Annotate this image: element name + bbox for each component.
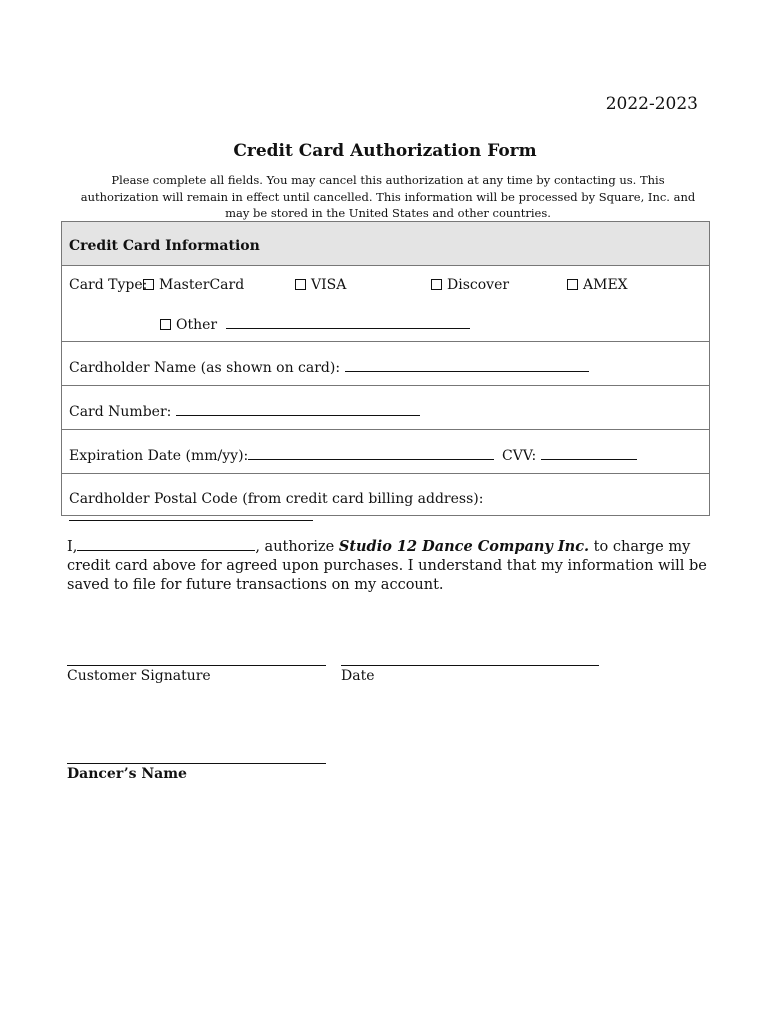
card-type-row [62,266,709,342]
option-label: Other [176,317,218,333]
auth-middle: , authorize [255,539,339,555]
postal-code-field[interactable] [69,507,313,521]
date-line[interactable] [341,665,599,666]
table-header-row [62,222,709,266]
cardholder-name-row [62,342,709,386]
auth-prefix: I, [67,539,78,555]
authorizer-name-field[interactable] [77,537,255,551]
other-card-field[interactable] [226,315,470,329]
expiration-label: Expiration Date (mm/yy): [69,448,249,464]
checkbox-icon[interactable] [431,279,442,290]
option-label: AMEX [583,277,628,293]
company-name: Studio 12 Dance Company Inc. [338,538,590,555]
card-number-field[interactable] [176,402,420,416]
table-header: Credit Card Information [69,238,260,254]
cardholder-name-field[interactable] [345,358,589,372]
card-type-mastercard[interactable] [143,277,244,293]
expiration-field[interactable] [248,446,494,460]
customer-signature-line[interactable] [67,665,326,666]
checkbox-icon[interactable] [160,319,171,330]
date-label: Date [341,668,375,684]
option-label: Discover [447,277,510,293]
credit-card-info-table [61,221,710,516]
option-label: MasterCard [159,277,245,293]
card-type-discover[interactable] [431,277,509,293]
form-instructions: Please complete all fields. You may cancel this authorization at any time by contacting us. This authorization will remain in effect until cancelled. This information will be processed by Square, Inc. and may be stored in the United States and other countries. [80,173,696,220]
auth-suffix: to charge my credit card above for agreed upon purchases. I understand that my information will be saved to file for future transactions on my account. [67,539,707,593]
form-year: 2022-2023 [605,94,698,114]
expiration-row [62,430,709,474]
checkbox-icon[interactable] [567,279,578,290]
authorization-statement [67,537,707,595]
customer-signature-label: Customer Signature [67,668,211,684]
checkbox-icon[interactable] [295,279,306,290]
postal-code-label: Cardholder Postal Code (from credit card billing address): [69,491,484,507]
dancer-name-label: Dancer’s Name [67,766,187,782]
card-type-label: Card Type: [69,277,148,293]
card-number-row [62,386,709,430]
postal-code-row [62,474,709,517]
card-type-amex[interactable] [567,277,628,293]
checkbox-icon[interactable] [143,279,154,290]
option-label: VISA [311,277,347,293]
cvv-label: CVV: [502,448,537,464]
cardholder-name-label: Cardholder Name (as shown on card): [69,360,341,376]
form-title: Credit Card Authorization Form [233,141,537,161]
dancer-name-line[interactable] [67,763,326,764]
cvv-field[interactable] [541,446,637,460]
card-type-other[interactable] [160,315,470,333]
card-number-label: Card Number: [69,404,172,420]
card-type-visa[interactable] [295,277,346,293]
